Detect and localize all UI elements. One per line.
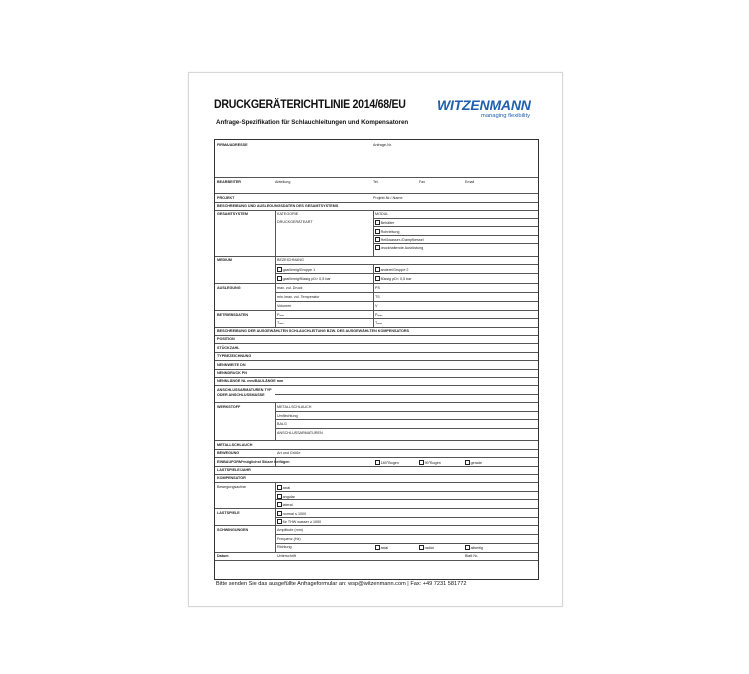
anschluss-label: ANSCHLUSSARMATUREN TYP xyxy=(217,388,272,392)
allseitig-checkbox[interactable]: allseitig xyxy=(465,545,483,550)
section-kompensator-heading: BESCHREIBUNG DER AUSGEWÄHLTEN SCHLAUCHLEITUNG BZW. DES AUSGEWÄHLTEN KOMPENSATORS xyxy=(217,329,410,333)
max-druck-label: max. zul. Druck xyxy=(277,286,303,290)
bewegungsachse-label: Bewegungsachse xyxy=(217,485,247,489)
lastspiele-jahr-label: LASTSPIELE/JAHR xyxy=(217,468,251,472)
footer-contact: Bitte senden Sie das ausgefüllte Anfrageformular an: wsp@witzenmann.com | Fax: +49 7231 581772 xyxy=(216,581,467,587)
lateral-checkbox[interactable]: lateral xyxy=(277,502,293,507)
modul-label: MODUL xyxy=(375,212,389,216)
firma-label: FIRMA/ADRESSE xyxy=(217,143,248,147)
richtung-label: Richtung xyxy=(277,545,292,549)
tel-label: Tel. xyxy=(373,180,379,184)
werkstoff-metallschlauch-label: METALLSCHLAUCH xyxy=(277,405,312,409)
kategorie-label: KATEGORIE xyxy=(277,212,299,216)
gas05-checkbox[interactable]: gasförmig/flüssig pD> 0,5 bar xyxy=(277,276,331,281)
bearbeiter-label: BEARBEITER xyxy=(217,180,241,184)
betriebsdaten-label: BETRIEBSDATEN xyxy=(217,313,249,317)
kompensator-label: KOMPENSATOR xyxy=(217,476,246,480)
abteilung-label: Abteilung xyxy=(275,180,291,184)
einbauform-label: EINBAUFORM*möglichst Skizze beifügen xyxy=(217,460,290,464)
anschluss-masse-label: ODER ANSCHLUSSMASSE xyxy=(217,393,265,397)
angular-checkbox[interactable]: angular xyxy=(277,494,295,499)
logo-tagline: managing flexibility xyxy=(481,113,530,119)
blatt-nr-label: Blatt Nr. xyxy=(465,554,479,558)
werkstoff-label: WERKSTOFF xyxy=(217,405,241,409)
metallschlauch-section-label: METALLSCHLAUCH xyxy=(217,443,253,447)
pmin-label: Pₘᵢₙ xyxy=(277,313,284,317)
druckhaltende-checkbox[interactable]: druckhaltende Ausrüstung xyxy=(375,245,423,250)
section-gesamtsystem-heading: BESCHREIBUNG UND AUSLEGUNGSDATEN DES GESAMTSYSTEMS xyxy=(217,204,339,208)
thw-checkbox[interactable]: für THW wasser ≥ 1000 xyxy=(277,519,321,524)
art-groesse-label: Art und Größe xyxy=(277,451,301,455)
unterschrift-label: Unterschrift xyxy=(277,554,296,558)
normal-checkbox[interactable]: normal ≤ 1000 xyxy=(277,511,306,516)
schwingungen-label: SCHWINGUNGEN xyxy=(217,528,249,532)
gas1-checkbox[interactable]: gasförmig/Gruppe 1 xyxy=(277,267,315,272)
gerade-checkbox[interactable]: gerade xyxy=(465,460,482,465)
position-label: POSITION xyxy=(217,337,235,341)
frequenz-label: Frequenz (Hz) xyxy=(277,537,301,541)
v-label: V xyxy=(375,304,378,308)
company-logo: WITZENMANN xyxy=(437,97,531,113)
datum-label: Datum xyxy=(217,554,229,558)
druckgeraeteart-label: DRUCKGERÄTEART xyxy=(277,220,313,224)
document-title: DRUCKGERÄTERICHTLINIE 2014/68/EU xyxy=(214,99,406,111)
axial-checkbox[interactable]: axial xyxy=(277,485,290,490)
auslegung-label: AUSLEGUNG xyxy=(217,286,241,290)
amplitude-label: Amplitude (mm) xyxy=(277,528,304,532)
stueckzahl-label: STÜCKZAHL xyxy=(217,346,240,350)
projekt-nr-label: Projekt-Nr./-Name xyxy=(373,196,403,200)
rohrleitung-checkbox[interactable]: Rohrleitung xyxy=(375,229,399,234)
email-label: Email xyxy=(465,180,475,184)
document-subtitle: Anfrage-Spezifikation für Schlauchleitungen und Kompensatoren xyxy=(216,119,409,126)
volumen-label: Volumen xyxy=(277,304,292,308)
bewegung-label: BEWEGUNG xyxy=(217,451,240,455)
projekt-label: PROJEKT xyxy=(217,196,235,200)
form-sheet xyxy=(188,72,563,607)
bogen90-checkbox[interactable]: 90°Bogen xyxy=(419,460,441,465)
balg-label: BALG xyxy=(277,422,287,426)
fax-label: Fax xyxy=(419,180,426,184)
fl05-checkbox[interactable]: flüssig pD< 0,5 bar xyxy=(375,276,411,281)
radial-checkbox[interactable]: radial xyxy=(419,545,434,550)
umflechtung-label: Umflechtung xyxy=(277,414,298,418)
gesamtsystem-label: GESAMTSYSTEM xyxy=(217,212,248,216)
heisswasser-checkbox[interactable]: Heißwasser-/Dampfkessel xyxy=(375,237,424,242)
behaelter-checkbox[interactable]: Behälter xyxy=(375,220,394,225)
anschlussarmaturen-label: ANSCHLUSSARMATUREN xyxy=(277,431,323,435)
medium-label: MEDIUM xyxy=(217,258,232,262)
bezeichnung-label: BEZEICHNUNG xyxy=(277,258,304,262)
bogen180-checkbox[interactable]: 180°Bogen xyxy=(375,460,399,465)
ts-label: TS xyxy=(375,295,380,299)
tmax-label: Tₘₐₓ xyxy=(375,321,383,325)
tmin-label: Tₘᵢₙ xyxy=(277,321,284,325)
nenndruck-label: NENNDRUCK PN xyxy=(217,371,247,375)
ps-label: PS xyxy=(375,286,380,290)
pmax-label: Pₘₐₓ xyxy=(375,313,383,317)
richtung-axial-checkbox[interactable]: axial xyxy=(375,545,388,550)
nennweite-label: NENNWEITE DN xyxy=(217,363,246,367)
minmax-temp-label: min./max. zul. Temperatur xyxy=(277,295,320,299)
anfrage-nr-label: Anfrage-Nr. xyxy=(373,143,392,147)
lastspiele-label: LASTSPIELE xyxy=(217,511,240,515)
typbezeichnung-label: TYPBEZEICHNUNG xyxy=(217,354,252,358)
nennlaenge-label: NENNLÄNGE NL mm/BAULÄNGE mm xyxy=(217,379,284,383)
andere2-checkbox[interactable]: andere/Gruppe 2 xyxy=(375,267,408,272)
request-form-table xyxy=(214,139,539,580)
